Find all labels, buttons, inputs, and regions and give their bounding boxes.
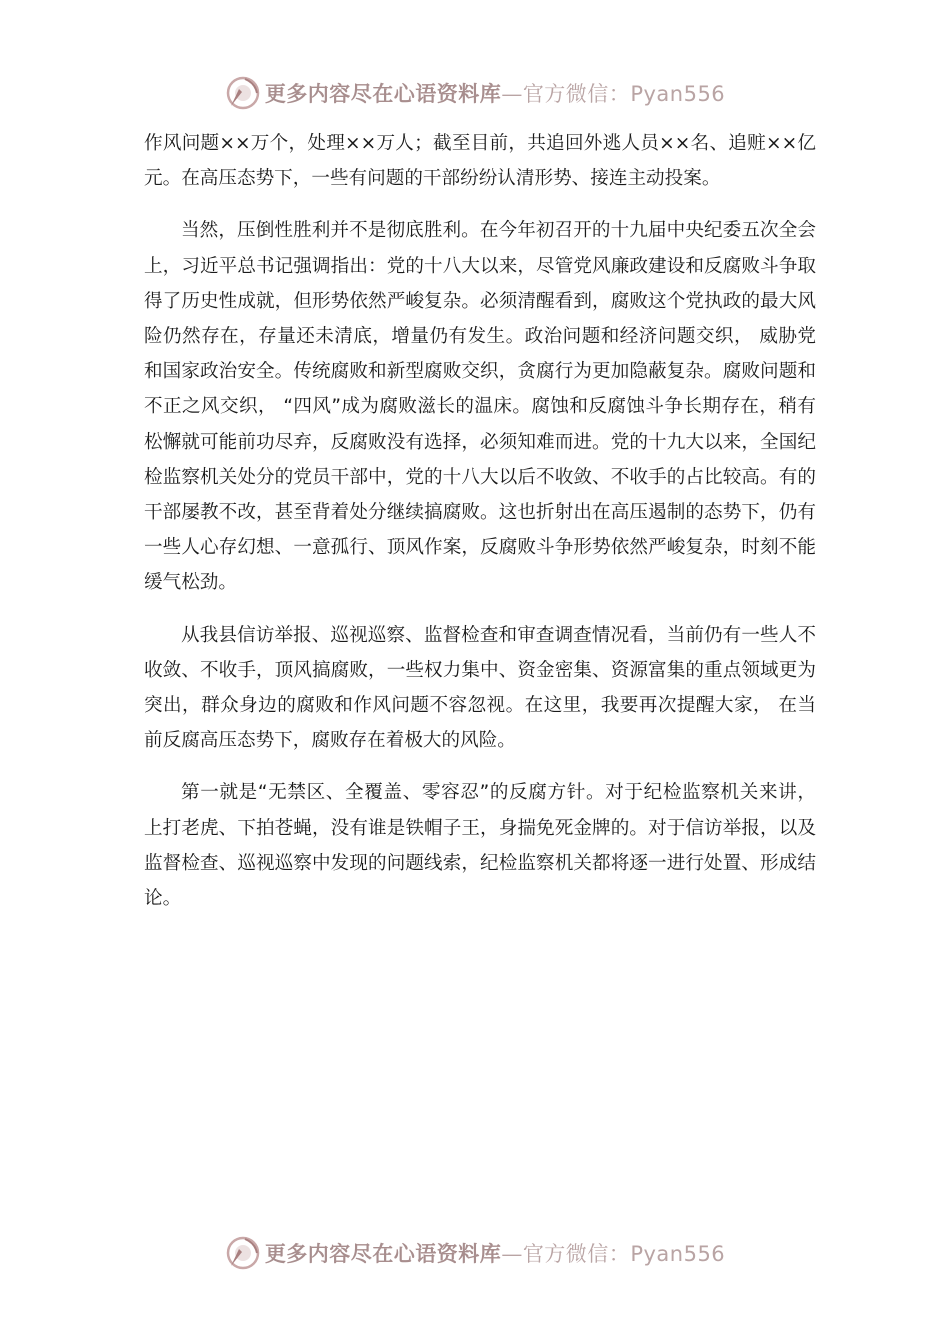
pen-logo-icon xyxy=(225,75,261,111)
paragraph-continuation: 作风问题××万个，处理××万人；截至目前，共追回外逃人员××名、追赃××亿元。在高压态势下，一些有问题的干部纷纷认清形势、接连主动投案。 xyxy=(144,133,816,190)
header-banner-tail: —官方微信： xyxy=(501,82,631,106)
paragraph-policy-first: 第一就是“无禁区、全覆盖、零容忍”的反腐方针。对于纪检监察机关来讲， 上打老虎、下拍苍蝇，没有谁是铁帽子王，身揣免死金牌的。对于信访举报，以及监督检查、巡视巡察中发现的问题线索，纪检监察机关都将逐一进行处置、形成结论。 xyxy=(144,782,816,910)
footer-banner-text xyxy=(265,1238,725,1268)
document-body xyxy=(144,126,816,933)
header-banner-lead: 更多内容尽在心语资料库 xyxy=(264,81,502,106)
header-banner xyxy=(0,73,950,113)
header-wechat-id: Pyan556 xyxy=(630,82,726,106)
footer-wechat-id: Pyan556 xyxy=(630,1242,726,1266)
paragraph-county-status: 从我县信访举报、巡视巡察、监督检查和审查调查情况看，当前仍有一些人不收敛、不收手，顶风搞腐败，一些权力集中、资金密集、资源富集的重点领域更为突出，群众身边的腐败和作风问题不容忽视。在这里，我要再次提醒大家， 在当前反腐高压态势下，腐败存在着极大的风险。 xyxy=(144,624,816,752)
footer-banner xyxy=(0,1233,950,1273)
header-banner-text xyxy=(265,78,725,108)
footer-banner-tail: —官方微信： xyxy=(501,1242,631,1266)
footer-banner-lead: 更多内容尽在心语资料库 xyxy=(264,1241,502,1266)
paragraph-situation: 当然，压倒性胜利并不是彻底胜利。在今年初召开的十九届中央纪委五次全会上，习近平总书记强调指出：党的十八大以来，尽管党风廉政建设和反腐败斗争取得了历史性成就，但形势依然严峻复杂。必须清醒看到，腐败这个党执政的最大风险仍然存在，存量还未清底，增量仍有发生。政治问题和经济问题交织， 威胁党和国家政治安全。传统腐败和新型腐败交织，贪腐行为更加隐蔽复杂。腐败问题和不正之风交织， “四风”成为腐败滋长的温床。腐蚀和反腐蚀斗争长期存在，稍有松懈就可能前功尽弃，反腐败没有选择，必须知难而进。党的十九大以来，全国纪检监察机关处分的党员干部中，党的十八大以后不收敛、不收手的占比较高。有的干部屡教不改，甚至背着处分继续搞腐败。这也折射出在高压遏制的态势下，仍有一些人心存幻想、一意孤行、顶风作案，反腐败斗争形势依然严峻复杂，时刻不能缓气松劲。 xyxy=(144,220,816,594)
pen-logo-icon xyxy=(225,1235,261,1271)
